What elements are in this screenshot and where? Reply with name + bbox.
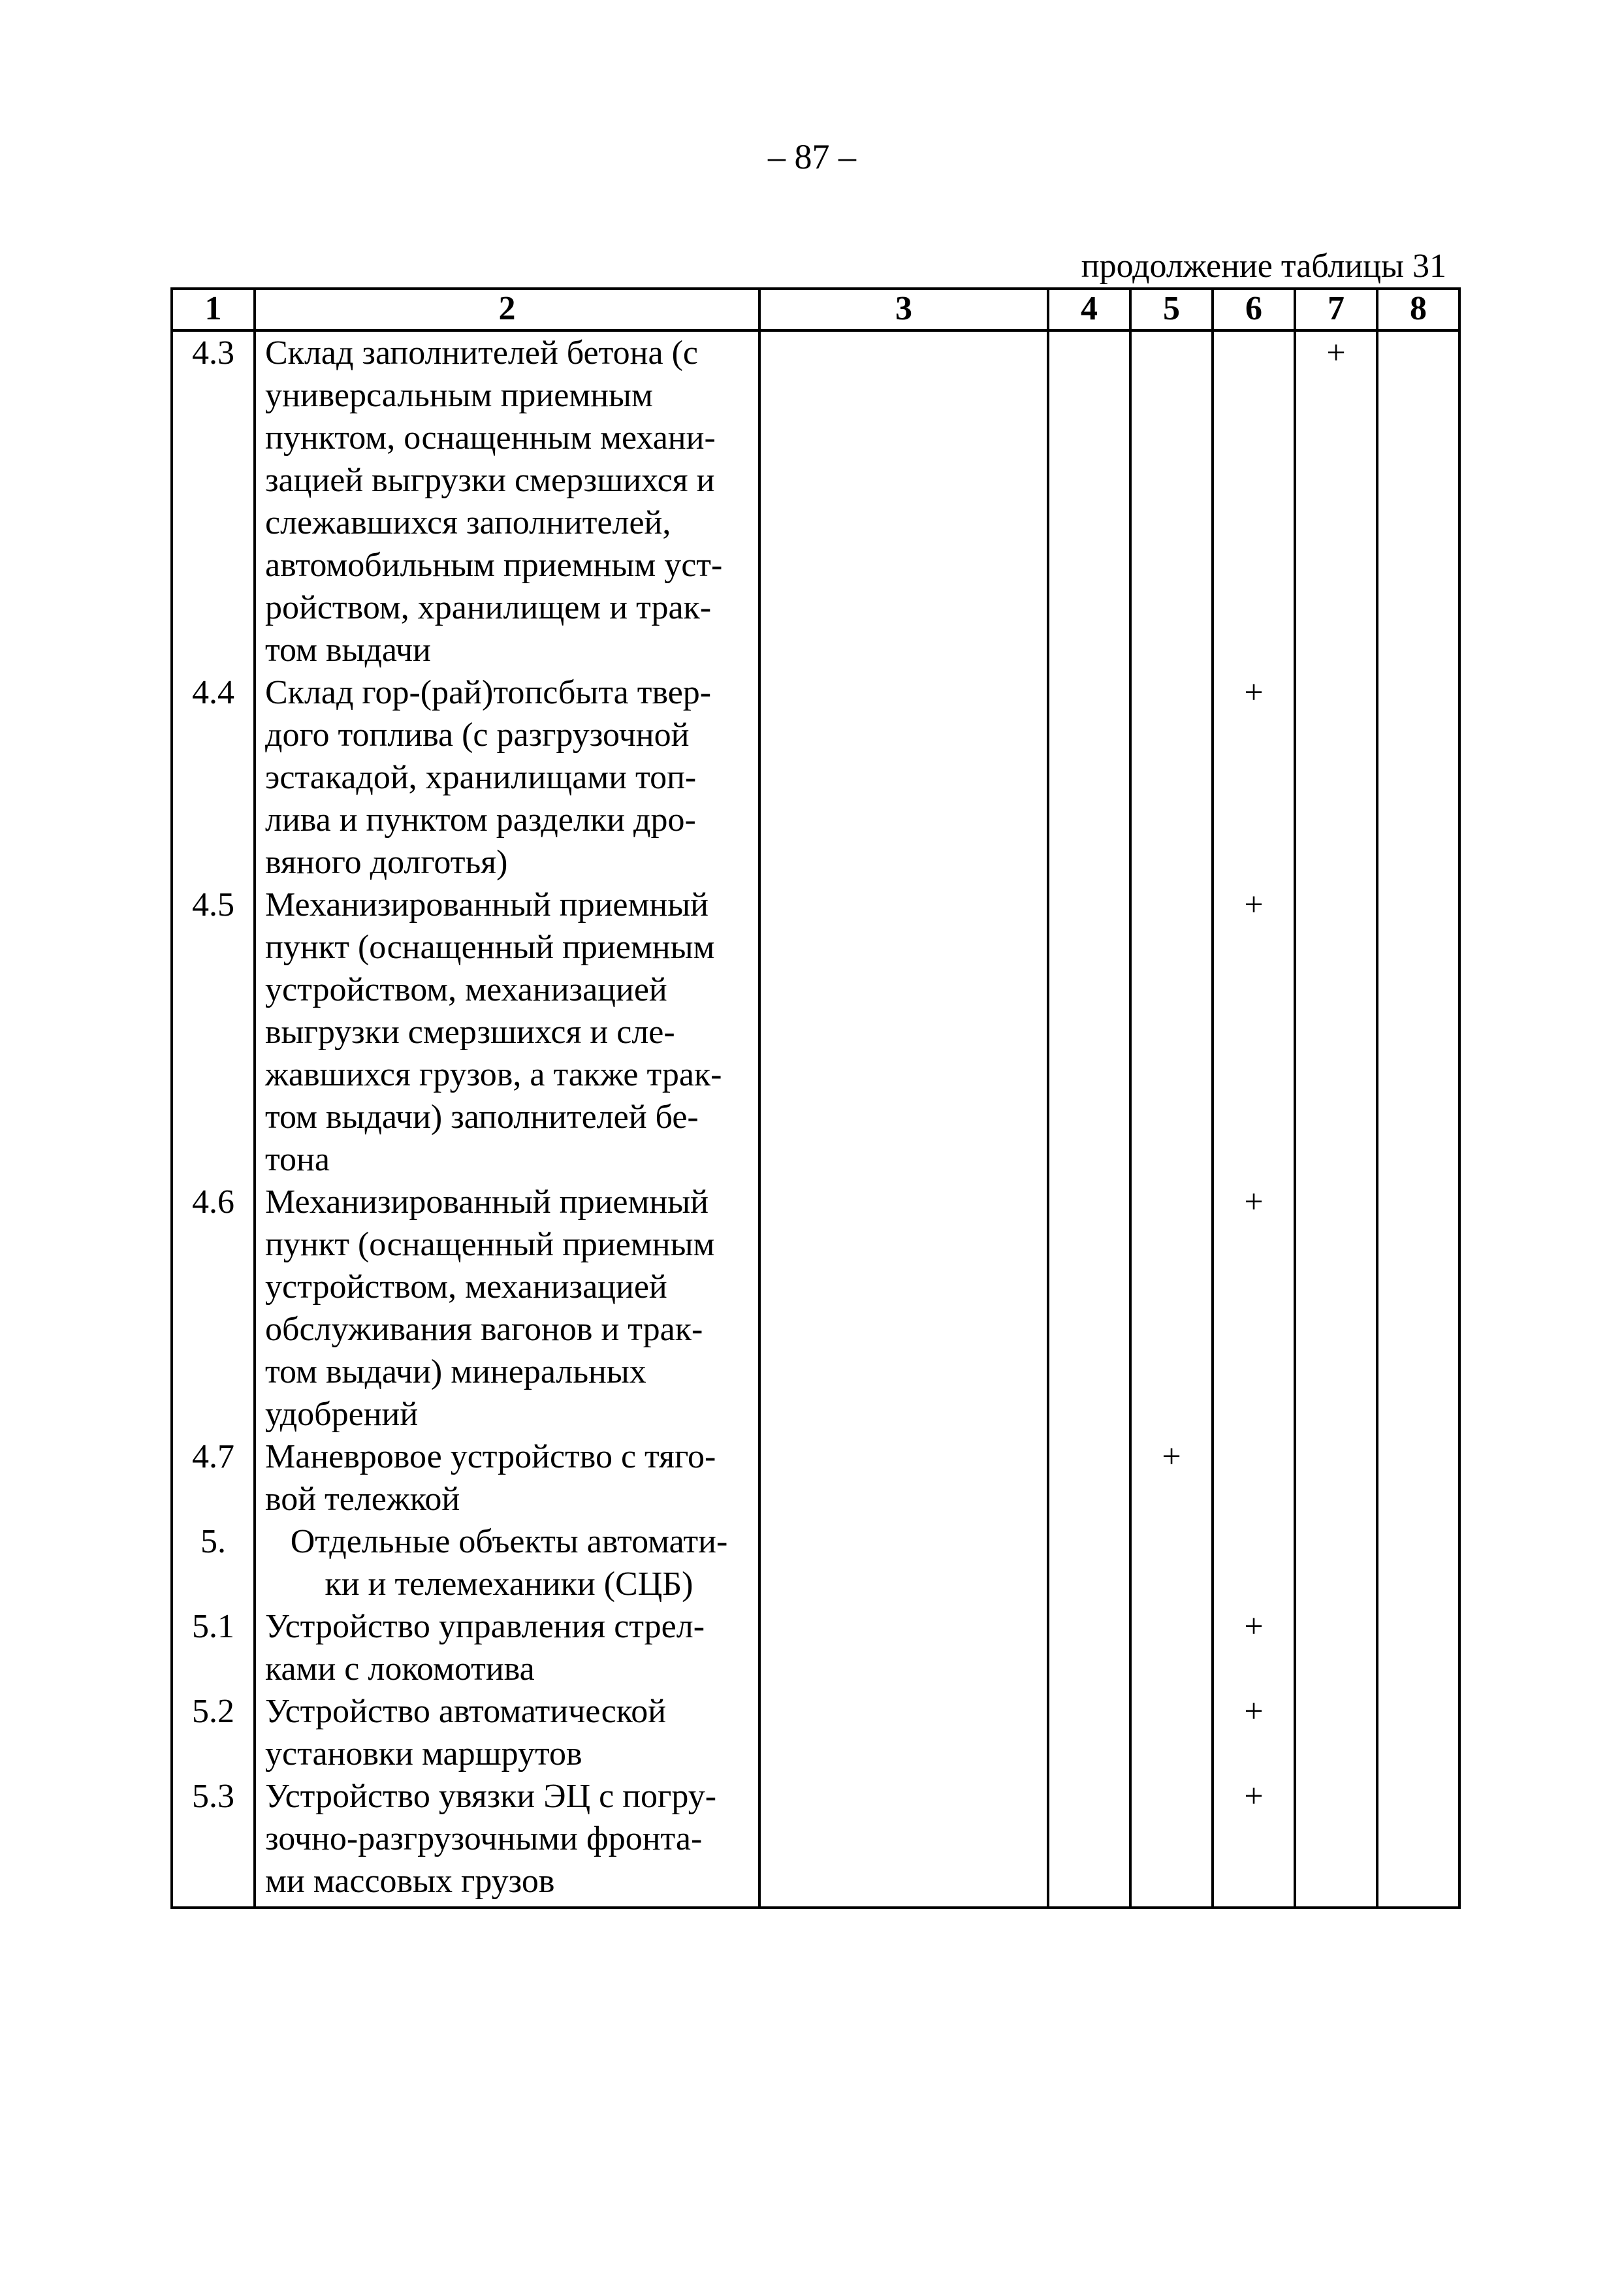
description-line: Механизированный приемный: [265, 1183, 709, 1221]
header-cell: 2: [255, 289, 759, 330]
mark-cell-c4: [1048, 884, 1130, 1181]
table-row: [172, 1435, 1459, 1520]
mark-cell-c7: [1295, 671, 1377, 884]
description-line: установки маршрутов: [265, 1735, 582, 1772]
table-body: [172, 330, 1459, 1908]
description-line: Устройство управления стрел-: [265, 1608, 705, 1645]
mark-cell-c4: [1048, 1775, 1130, 1908]
description-line: эстакадой, хранилищами топ-: [265, 759, 697, 796]
row-number: 5.: [172, 1520, 255, 1605]
mark-cell-c7: [1295, 1605, 1377, 1690]
row-description: [255, 1690, 759, 1775]
header-row: [172, 289, 1459, 330]
data-table: [170, 287, 1461, 1909]
description-line: вой тележкой: [265, 1481, 460, 1518]
description-line: дого топлива (с разгрузочной: [265, 716, 690, 754]
description-line: Устройство автоматической: [265, 1693, 667, 1730]
row-number: 5.2: [172, 1690, 255, 1775]
row-number: 5.1: [172, 1605, 255, 1690]
mark-cell-c7: [1295, 1181, 1377, 1435]
table-row: [172, 1775, 1459, 1908]
description-line: том выдачи) минеральных: [265, 1353, 646, 1390]
mark-cell-c5: [1130, 1181, 1213, 1435]
description-line: Отдельные объекты автомати-: [290, 1523, 728, 1560]
mark-cell-c3: [759, 1605, 1048, 1690]
mark-cell-c6: [1213, 1520, 1295, 1605]
mark-cell-c8: [1377, 671, 1459, 884]
row-number: 4.3: [172, 330, 255, 671]
table-row: [172, 671, 1459, 884]
mark-cell-c7: [1295, 1435, 1377, 1520]
mark-cell-c5: [1130, 1690, 1213, 1775]
description-line: автомобильным приемным уст-: [265, 547, 723, 584]
mark-cell-c3: [759, 1775, 1048, 1908]
mark-cell-c7: [1295, 884, 1377, 1181]
mark-cell-c6: [1213, 330, 1295, 671]
mark-cell-c5: [1130, 1775, 1213, 1908]
mark-cell-c8: [1377, 1690, 1459, 1775]
row-description: [255, 330, 759, 671]
mark-cell-c7: [1295, 1520, 1377, 1605]
row-number: 4.5: [172, 884, 255, 1181]
description-line: Склад гор-(рай)топсбыта твер-: [265, 674, 712, 711]
description-line: слежавшихся заполнителей,: [265, 504, 671, 541]
header-cell: 4: [1048, 289, 1130, 330]
description-line: том выдачи: [265, 632, 431, 669]
mark-cell-c3: [759, 1181, 1048, 1435]
description-line: выгрузки смерзшихся и сле-: [265, 1014, 675, 1051]
mark-cell-c7: [1295, 1775, 1377, 1908]
mark-cell-c6: +: [1213, 671, 1295, 884]
mark-cell-c5: +: [1130, 1435, 1213, 1520]
description-line: пункт (оснащенный приемным: [265, 929, 715, 966]
mark-cell-c8: [1377, 1181, 1459, 1435]
row-description: [255, 1605, 759, 1690]
mark-cell-c6: +: [1213, 1181, 1295, 1435]
mark-cell-c4: [1048, 1435, 1130, 1520]
header-cell: 7: [1295, 289, 1377, 330]
description-line: ками с локомотива: [265, 1650, 535, 1688]
description-line: Маневровое устройство с тяго-: [265, 1438, 716, 1475]
mark-cell-c8: [1377, 1605, 1459, 1690]
row-number: 4.7: [172, 1435, 255, 1520]
description-line: устройством, механизацией: [265, 971, 667, 1008]
mark-cell-c8: [1377, 330, 1459, 671]
mark-cell-c6: +: [1213, 1775, 1295, 1908]
mark-cell-c5: [1130, 1520, 1213, 1605]
table-row: [172, 330, 1459, 671]
mark-cell-c6: [1213, 1435, 1295, 1520]
page-number: – 87 –: [768, 137, 856, 176]
description-line: ми массовых грузов: [265, 1863, 555, 1900]
mark-cell-c4: [1048, 1690, 1130, 1775]
description-line: универсальным приемным: [265, 377, 653, 414]
mark-cell-c4: [1048, 1520, 1130, 1605]
description-line: устройством, механизацией: [265, 1268, 667, 1306]
table-row: [172, 1520, 1459, 1605]
mark-cell-c4: [1048, 671, 1130, 884]
mark-cell-c6: +: [1213, 1690, 1295, 1775]
description-line: удобрений: [265, 1396, 419, 1433]
mark-cell-c5: [1130, 330, 1213, 671]
header-cell: 6: [1213, 289, 1295, 330]
description-line: Устройство увязки ЭЦ с погру-: [265, 1778, 717, 1815]
mark-cell-c7: +: [1295, 330, 1377, 671]
description-line: том выдачи) заполнителей бе-: [265, 1098, 699, 1136]
description-line: жавшихся грузов, а также трак-: [265, 1056, 722, 1093]
header-cell: 3: [759, 289, 1048, 330]
mark-cell-c4: [1048, 1605, 1130, 1690]
mark-cell-c8: [1377, 1775, 1459, 1908]
table-row: [172, 1181, 1459, 1435]
table-row: [172, 1690, 1459, 1775]
row-description: [255, 1435, 759, 1520]
row-description: [255, 671, 759, 884]
row-description: [255, 884, 759, 1181]
description-line: обслуживания вагонов и трак-: [265, 1311, 703, 1348]
table-row: [172, 1605, 1459, 1690]
description-line: ройством, хранилищем и трак-: [265, 589, 712, 626]
row-description: [255, 1520, 759, 1605]
description-line: пункт (оснащенный приемным: [265, 1226, 715, 1263]
table-continuation-label: продолжение таблицы 31: [1081, 248, 1446, 285]
row-number: 4.6: [172, 1181, 255, 1435]
mark-cell-c3: [759, 671, 1048, 884]
header-cell: 8: [1377, 289, 1459, 330]
description-line: вяного долготья): [265, 844, 508, 881]
mark-cell-c3: [759, 1690, 1048, 1775]
mark-cell-c3: [759, 1520, 1048, 1605]
row-number: 5.3: [172, 1775, 255, 1908]
mark-cell-c3: [759, 1435, 1048, 1520]
row-description: [255, 1181, 759, 1435]
mark-cell-c6: +: [1213, 1605, 1295, 1690]
mark-cell-c4: [1048, 330, 1130, 671]
mark-cell-c8: [1377, 1520, 1459, 1605]
description-line: зацией выгрузки смерзшихся и: [265, 462, 715, 499]
table-row: [172, 884, 1459, 1181]
row-number: 4.4: [172, 671, 255, 884]
description-line: тона: [265, 1141, 330, 1178]
mark-cell-c7: [1295, 1690, 1377, 1775]
header-cell: 5: [1130, 289, 1213, 330]
mark-cell-c3: [759, 330, 1048, 671]
row-description: [255, 1775, 759, 1908]
mark-cell-c8: [1377, 884, 1459, 1181]
mark-cell-c3: [759, 884, 1048, 1181]
description-line: зочно-разгрузочными фронта-: [265, 1820, 703, 1857]
mark-cell-c6: +: [1213, 884, 1295, 1181]
mark-cell-c4: [1048, 1181, 1130, 1435]
mark-cell-c5: [1130, 1605, 1213, 1690]
header-cell: 1: [172, 289, 255, 330]
description-line: Механизированный приемный: [265, 886, 709, 923]
mark-cell-c5: [1130, 671, 1213, 884]
description-line: Склад заполнителей бетона (с: [265, 334, 698, 372]
description-line: лива и пунктом разделки дро-: [265, 801, 696, 839]
mark-cell-c5: [1130, 884, 1213, 1181]
description-line: пунктом, оснащенным механи-: [265, 419, 716, 457]
description-line: ки и телемеханики (СЦБ): [325, 1565, 693, 1603]
mark-cell-c8: [1377, 1435, 1459, 1520]
